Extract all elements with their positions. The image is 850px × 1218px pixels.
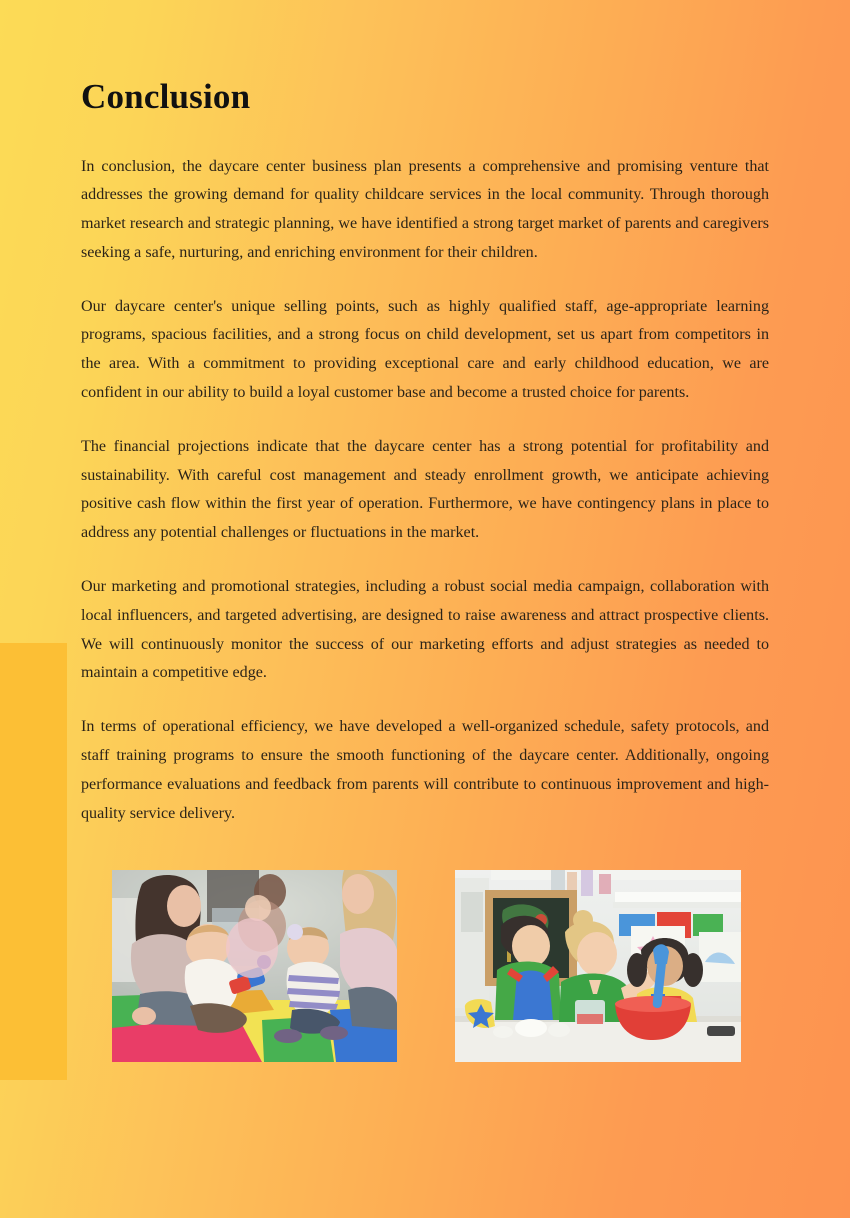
paragraph-5: In terms of operational efficiency, we have developed a well-organized schedule, safety protocols, and staff training programs to ensure the smooth functioning of the daycare center. Additionally, ongoing performance evaluations and feedback from parents will contribute to continuous improvement and high-quality service delivery. bbox=[81, 718, 769, 822]
photo-row bbox=[112, 870, 752, 1063]
paragraph-1: In conclusion, the daycare center business plan presents a comprehensive and promising venture that addresses the growing demand for quality childcare services in the local community. Through thorough market research and strategic planning, we have identified a strong target market of parents and caregivers seeking a safe, nurturing, and enriching environment for their children. bbox=[81, 157, 769, 261]
children-baking-activity-photo bbox=[455, 870, 741, 1062]
paragraph-4: Our marketing and promotional strategies, including a robust social media campaign, collaboration with local influencers, and targeted advertising, are designed to raise awareness and attract prospective clients. We will continuously monitor the success of our marketing efforts and adjust strategies as needed to maintain a competitive edge. bbox=[81, 578, 769, 682]
caregivers-with-toddlers-photo bbox=[112, 870, 397, 1062]
page-title: Conclusion bbox=[81, 77, 251, 116]
paragraph-3: The financial projections indicate that the daycare center has a strong potential for profitability and sustainability. With careful cost management and steady enrollment growth, we anticipate achieving positive cash flow within the first year of operation. Furthermore, we have contingency plans in place to address any potential challenges or fluctuations in the market. bbox=[81, 437, 769, 542]
paragraph-2: Our daycare center's unique selling points, such as highly qualified staff, age-appropriate learning programs, spacious facilities, and a strong focus on child development, set us apart from competitors in the area. With a commitment to providing exceptional care and early childhood education, we are confident in our ability to build a loyal customer base and become a trusted choice for parents. bbox=[81, 297, 769, 402]
body-copy bbox=[81, 153, 769, 829]
document-content bbox=[81, 0, 769, 828]
decorative-accent-block bbox=[0, 643, 67, 1080]
